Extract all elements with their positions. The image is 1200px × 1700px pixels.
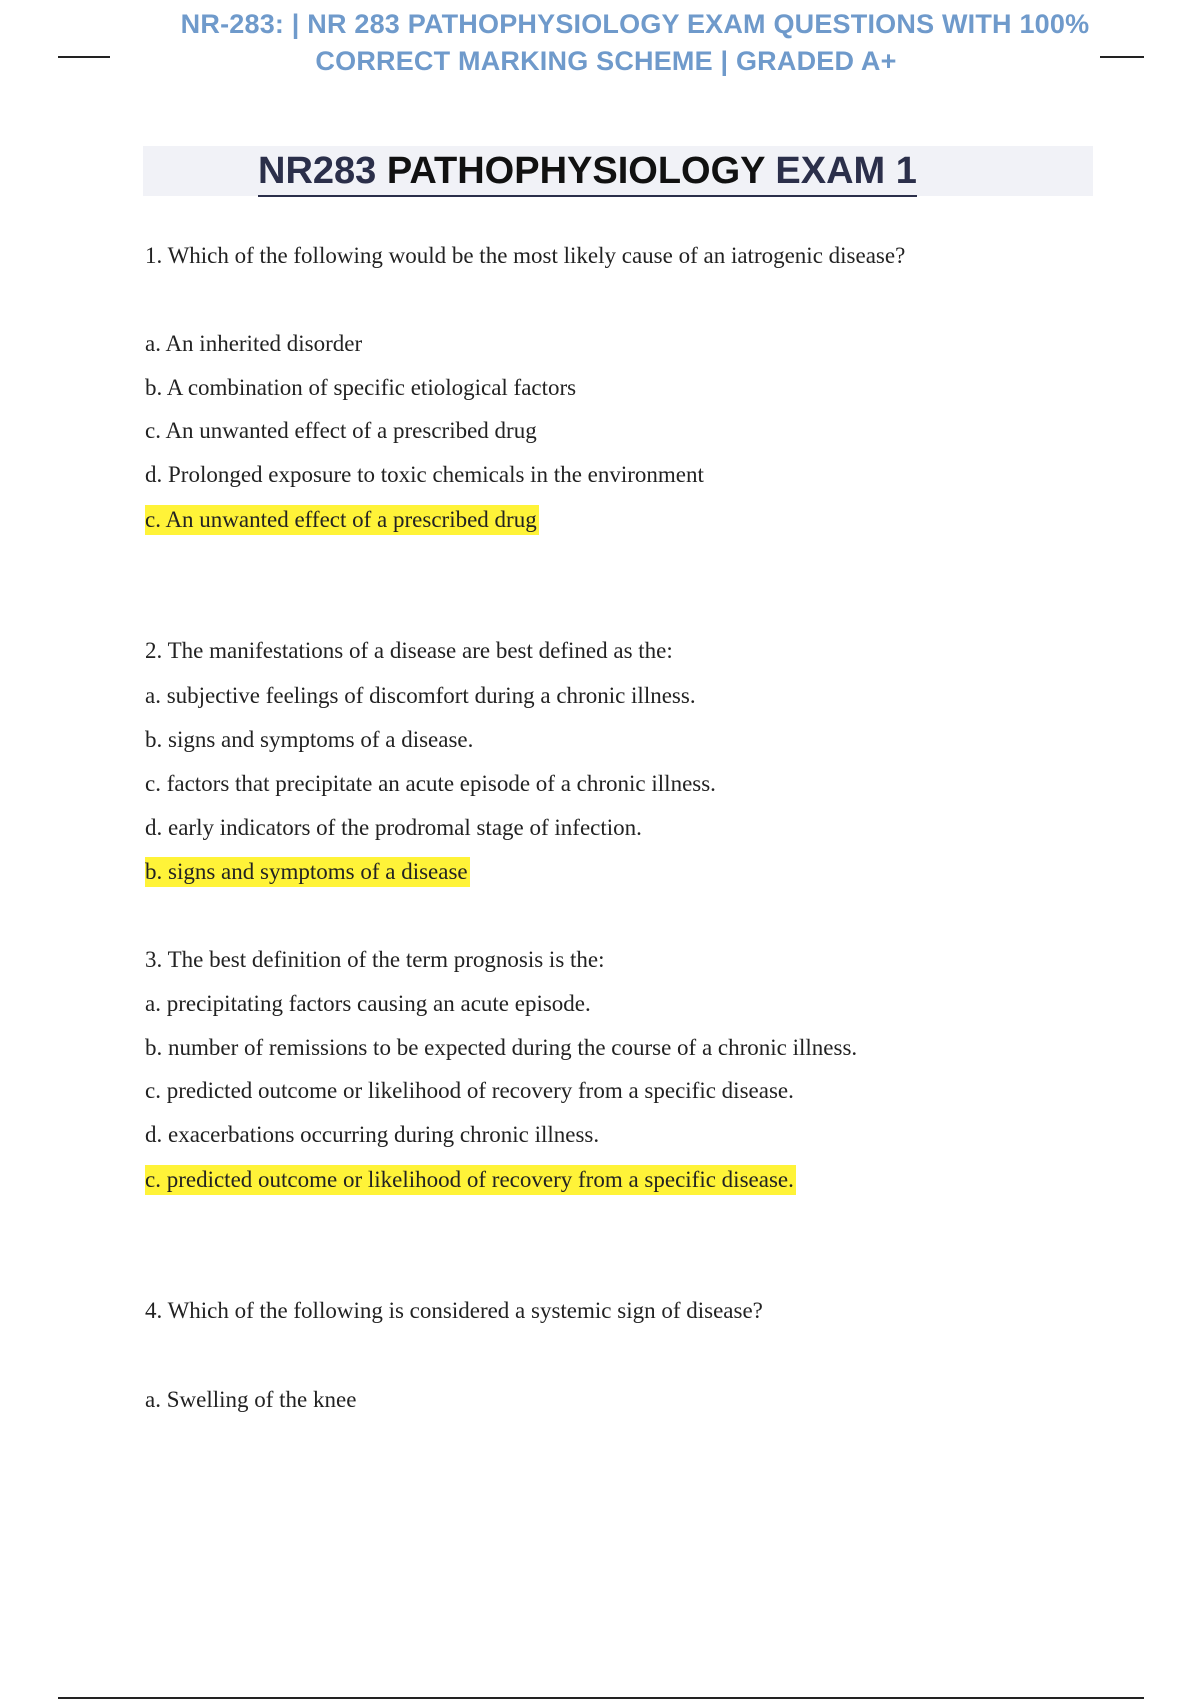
question-3-text: 3. The best definition of the term prognosis is the: <box>145 947 605 972</box>
question-1-option-c: c. An unwanted effect of a prescribed drug <box>145 418 537 443</box>
header-rule-right <box>1100 56 1144 58</box>
question-3-option-d: d. exacerbations occurring during chronic illness. <box>145 1122 600 1147</box>
question-2-option-c: c. factors that precipitate an acute episode of a chronic illness. <box>145 771 716 796</box>
document-header <box>0 6 1200 80</box>
page-title <box>258 147 917 197</box>
question-3-option-b: b. number of remissions to be expected during the course of a chronic illness. <box>145 1035 858 1060</box>
footer-rule <box>58 1697 1144 1699</box>
question-2-answer: b. signs and symptoms of a disease <box>145 857 470 887</box>
header-line-2: CORRECT MARKING SCHEME | GRADED A+ <box>315 46 897 76</box>
question-4-text: 4. Which of the following is considered a systemic sign of disease? <box>145 1298 763 1323</box>
question-1-option-b: b. A combination of specific etiological factors <box>145 375 577 400</box>
title-subject: PATHOPHYSIOLOGY <box>386 150 765 192</box>
question-2-text: 2. The manifestations of a disease are best defined as the: <box>145 638 673 663</box>
question-1-option-a: a. An inherited disorder <box>145 331 363 356</box>
question-2-option-a: a. subjective feelings of discomfort during a chronic illness. <box>145 683 696 708</box>
title-code: NR283 <box>258 150 377 192</box>
question-3-option-a: a. precipitating factors causing an acute episode. <box>145 991 591 1016</box>
question-1-answer: c. An unwanted effect of a prescribed drug <box>145 505 539 535</box>
question-3-option-c: c. predicted outcome or likelihood of recovery from a specific disease. <box>145 1078 794 1103</box>
question-4-option-a: a. Swelling of the knee <box>145 1387 357 1412</box>
question-3-answer: c. predicted outcome or likelihood of recovery from a specific disease. <box>145 1165 796 1195</box>
header-line-1: NR-283: | NR 283 PATHOPHYSIOLOGY EXAM QUESTIONS WITH 100% <box>180 9 1090 39</box>
title-exam: EXAM 1 <box>775 150 917 192</box>
question-2-option-d: d. early indicators of the prodromal stage of infection. <box>145 815 642 840</box>
question-2-option-b: b. signs and symptoms of a disease. <box>145 727 474 752</box>
header-rule-left <box>58 56 110 58</box>
question-1-text: 1. Which of the following would be the most likely cause of an iatrogenic disease? <box>145 243 906 268</box>
question-1-option-d: d. Prolonged exposure to toxic chemicals in the environment <box>145 462 704 487</box>
